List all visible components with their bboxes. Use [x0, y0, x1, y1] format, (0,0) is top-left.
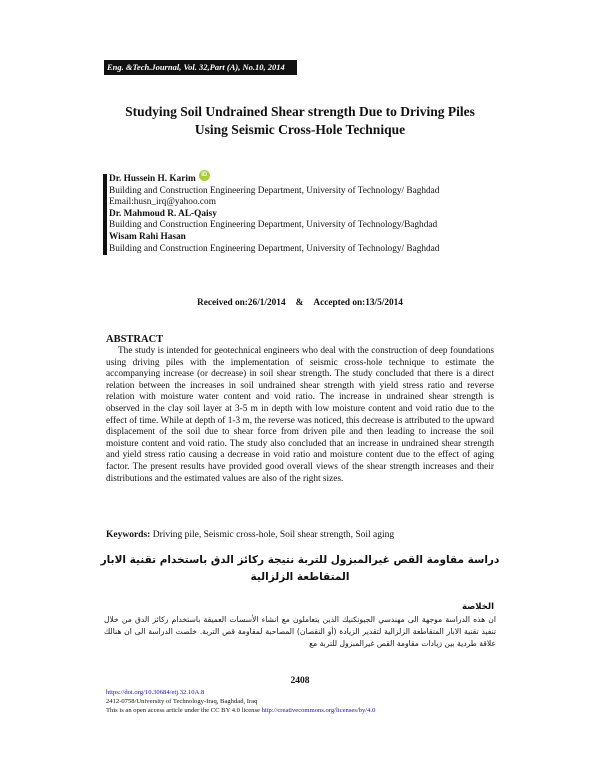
received-date: Received on:26/1/2014 — [197, 298, 286, 308]
abstract-text: The study is intended for geotechnical engineers who deal with the construction of deep foundations using driving piles with the implementation of seismic cross-hole technique to estimate the accompanying increase (or decrease) in soil shear strength. The study concluded that there is a direct relation between the increases in soil undrained shear strength with yield stress ratio and reverse relation with moisture water content and void ratio. The increase in undrained shear strength is observed in the clay soil layer at 3-5 m in depth with low moisture content and void ratio due to the effect of time. While at depth of 1-3 m, the reverse was noticed, this decrease is attributed to the upward displacement of the soil due to shear force from driven pile and then leading to increase the soil moisture content and void ratio. The study also concluded that an increase in undrained shear strength and yield stress ratio causing a decrease in void ratio and moisture content due to the effect of aging factor. The present results have provided good overall views of the shear strength increases and their distributions and the estimated values are also of the right sizes. — [106, 346, 494, 484]
dates-line — [100, 298, 500, 308]
author-1-affiliation: Building and Construction Engineering Department, University of Technology/ Baghdad — [109, 185, 440, 196]
keywords-text: Driving pile, Seismic cross-hole, Soil shear strength, Soil aging — [152, 530, 395, 540]
title-line-1: Studying Soil Undrained Shear strength Due to Driving Piles — [125, 104, 475, 119]
author-3-name: Wisam Rahi Hasan — [109, 231, 186, 242]
license-text: This is an open access article under the CC BY 4.0 license — [106, 707, 262, 714]
title-line-2: Using Seismic Cross-Hole Technique — [194, 122, 406, 137]
license-link[interactable]: http://creativecommons.org/licenses/by/4.0 — [261, 707, 376, 714]
abstract-heading: ABSTRACT — [106, 334, 164, 345]
journal-header: Eng. &Tech.Journal, Vol. 32,Part (A), No.10, 2014 — [104, 60, 297, 75]
license-line — [106, 706, 500, 715]
arabic-title-line-1: دراسة مقاومة القص غيرالمبزول للتربة نتيجة ركائز الدق باستخدام تقنية الابار — [100, 554, 500, 566]
dates-ampersand: & — [295, 298, 304, 308]
author-2-name: Dr. Mahmoud R. AL-Qaisy — [109, 208, 217, 219]
paper-title — [100, 103, 500, 139]
footer — [106, 688, 500, 715]
author-1-name: Dr. Hussein H. Karim — [109, 174, 196, 184]
arabic-title-line-2: المتقاطعة الزلزالية — [250, 571, 350, 583]
author-2-affiliation: Building and Construction Engineering Department, University of Technology/Baghdad — [109, 220, 438, 231]
author-3-affiliation: Building and Construction Engineering Department, University of Technology/ Baghdad — [109, 243, 440, 254]
arabic-title — [100, 552, 500, 586]
orcid-icon[interactable]: iD — [199, 170, 210, 181]
author-block — [103, 174, 509, 255]
author-1-email: Email:husn_irq@yahoo.com — [109, 197, 216, 208]
page-number: 2408 — [290, 676, 310, 686]
issn-line: 2412-0758/University of Technology-Iraq, Baghdad, Iraq — [106, 698, 258, 705]
arabic-abstract-heading: الخلاصة — [461, 602, 494, 612]
doi-link[interactable]: https://doi.org/10.30684/etj.32.10A.8 — [106, 689, 205, 696]
keywords-label: Keywords: — [106, 530, 151, 540]
keywords — [106, 530, 494, 540]
accepted-date: Accepted on:13/5/2014 — [313, 298, 403, 308]
arabic-abstract-text: ان هذه الدراسة موجهة الى مهندسي الجيوتكنيك الذين يتعاملون مع انشاء الأسسات العميقة باستخدام ركائز الدق من خلال تنفيذ تقنية الابار المتقاطعة الزلزالية لتقدير الزيادة (أو النقصان) المصاحبة لمقاومة قص التربة. خلصت الدراسة الى ان هنالك علاقة طردية بين زيادات مقاومة القص غيرالمبزول للتربة مع — [104, 615, 496, 648]
